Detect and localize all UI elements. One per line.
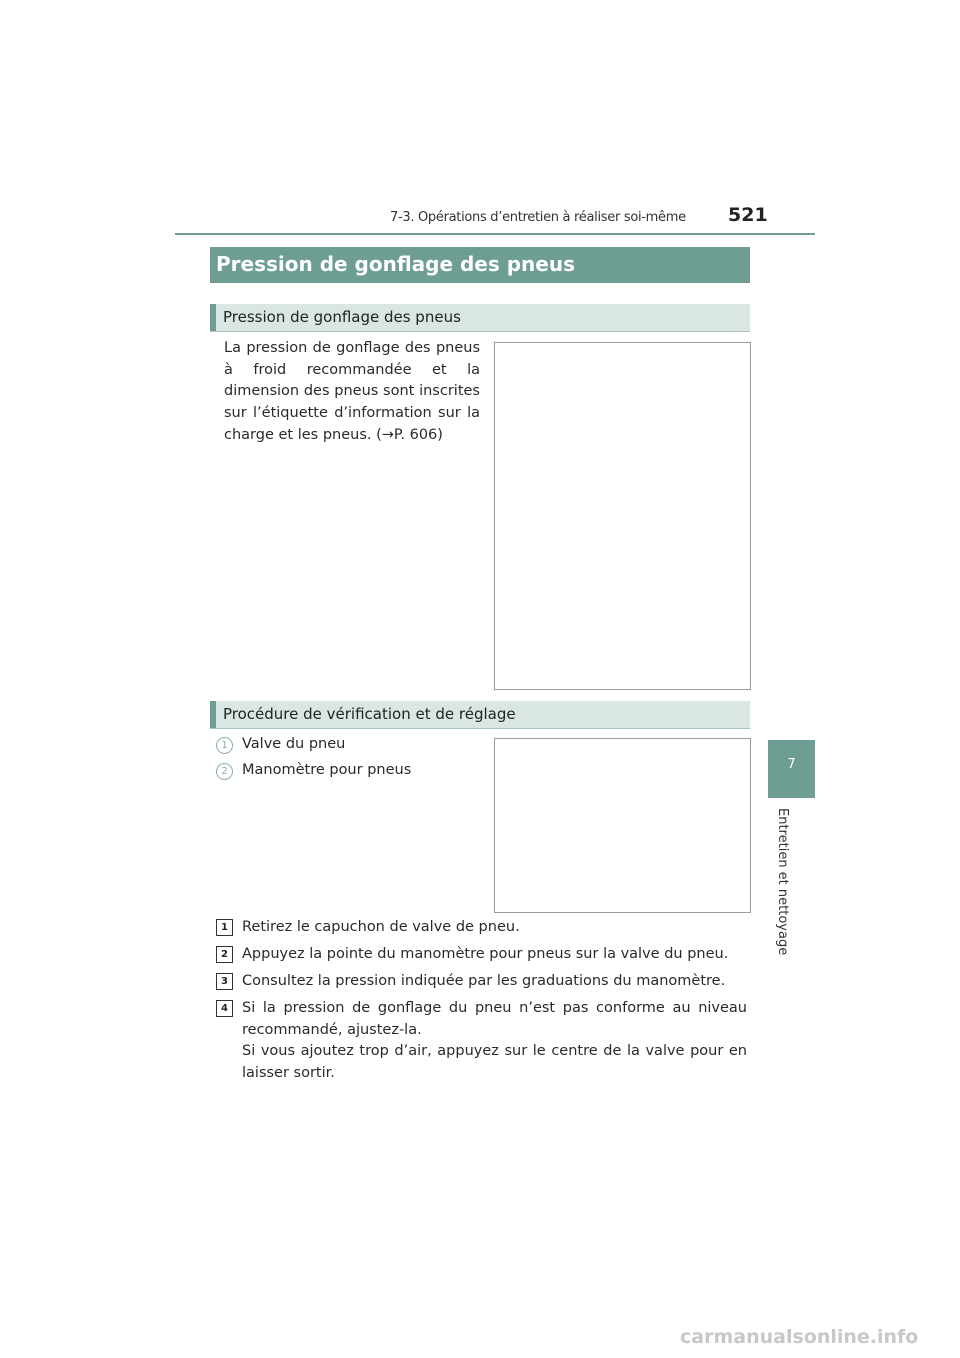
section-header: 7-3. Opérations d’entretien à réaliser soi-même [390,210,686,225]
section-heading-label: Procédure de vérification et de réglage [223,705,516,723]
gauge-illustration [494,738,751,913]
step-number-4: 4 [216,1000,233,1017]
legend-number-2: 2 [216,763,233,780]
chapter-label: Entretien et nettoyage [775,808,790,956]
section-heading-procedure [210,701,750,729]
step-text-2: Appuyez la pointe du manomètre pour pneus sur la valve du pneu. [242,946,729,962]
page-title: Pression de gonflage des pneus [216,252,576,276]
step-text-4-note: Si vous ajoutez trop d’air, appuyez sur le centre de la valve pour en laisser sortir. [242,1043,747,1081]
pressure-paragraph: La pression de gonflage des pneus à froid recommandée et la dimension des pneus sont inscrites sur l’étiquette d’information sur la charge et les pneus. (→P. 606) [224,340,480,443]
step-number-1: 1 [216,919,233,936]
tire-label-illustration [494,342,751,690]
step-number-2: 2 [216,946,233,963]
section-heading-pressure [210,304,750,332]
heading-accent [210,304,216,331]
step-text-1: Retirez le capuchon de valve de pneu. [242,919,520,935]
legend-item-valve: Valve du pneu [242,736,346,752]
header-divider [175,233,815,235]
page-title-bar [210,247,750,283]
step-text-4: Si la pression de gonflage du pneu n’est pas conforme au niveau recommandé, ajustez-la. [242,1000,747,1038]
legend-item-gauge: Manomètre pour pneus [242,762,412,778]
page-number: 521 [728,204,768,226]
watermark: carmanualsonline.info [680,1326,919,1348]
section-heading-label: Pression de gonflage des pneus [223,308,461,326]
heading-accent [210,701,216,728]
chapter-tab: 7 [768,740,815,798]
step-number-3: 3 [216,973,233,990]
step-text-3: Consultez la pression indiquée par les graduations du manomètre. [242,973,726,989]
legend-number-1: 1 [216,737,233,754]
